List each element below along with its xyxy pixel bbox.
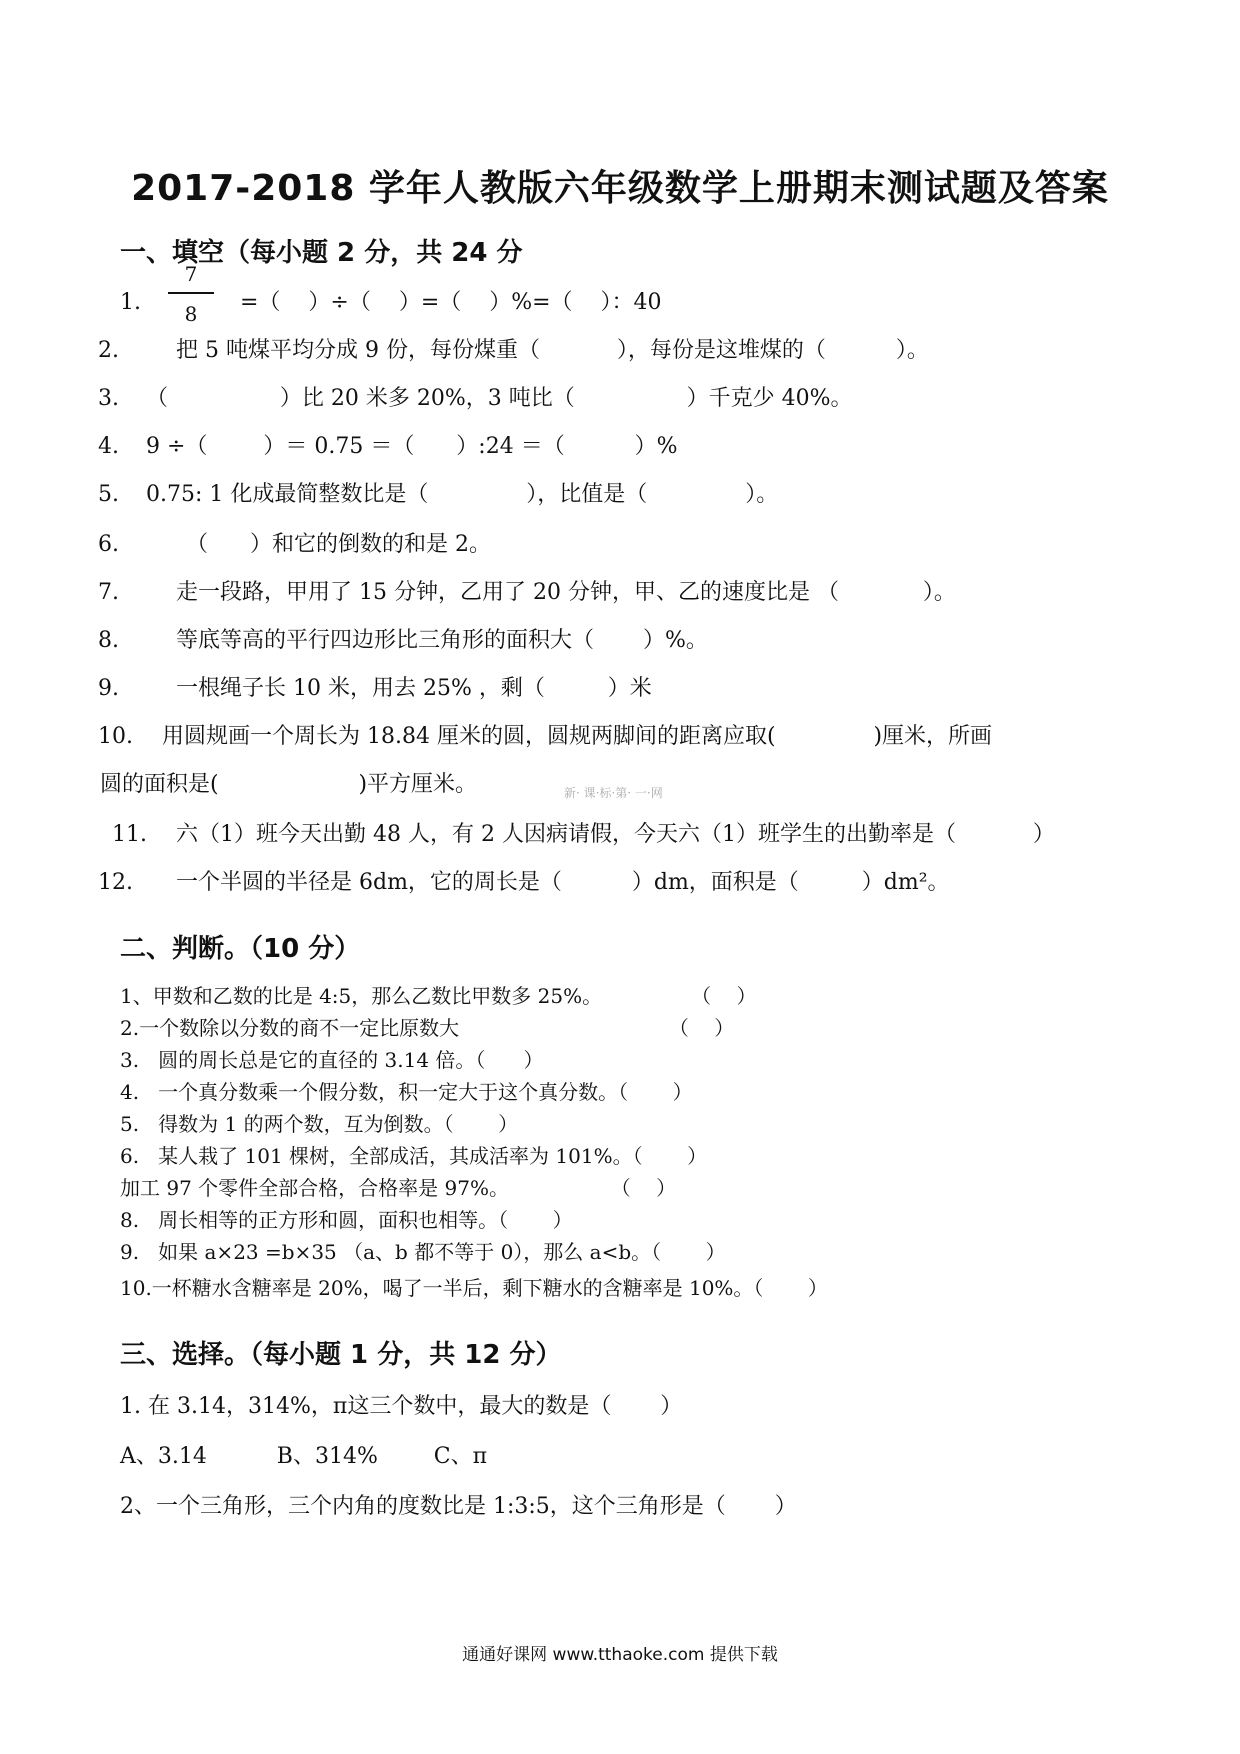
q8-number: 8.: [98, 628, 119, 653]
q5-text: 0.75: 1 化成最简整数比是（ ），比值是（ ）。: [146, 482, 779, 507]
choice-options-1: A、3.14 B、314% C、π: [120, 1444, 488, 1469]
section3-heading: 三、选择。（每小题 1 分，共 12 分）: [120, 1340, 562, 1370]
q4-number: 4.: [98, 434, 119, 459]
q3-text: （ ）比 20 米多 20%，3 吨比（ ）千克少 40%。: [146, 386, 853, 411]
q1-number: 1.: [120, 290, 141, 315]
judge-item-2: 2.一个数除以分数的商不一定比原数大 （ ）: [120, 1016, 735, 1040]
section1-heading: 一、填空（每小题 2 分，共 24 分: [120, 238, 523, 268]
fraction-bar: [168, 292, 214, 294]
q6-text: （ ）和它的倒数的和是 2。: [186, 532, 491, 557]
q5-number: 5.: [98, 482, 119, 507]
q1-fraction: [168, 262, 214, 328]
judge-item-1: 1、甲数和乙数的比是 4:5，那么乙数比甲数多 25%。 （ ）: [120, 984, 757, 1008]
q10-text-continued: 圆的面积是( )平方厘米。: [100, 772, 478, 797]
judge-item-7: 加工 97 个零件全部合格，合格率是 97%。 （ ）: [120, 1176, 677, 1200]
q8-text: 等底等高的平行四边形比三角形的面积大（ ）%。: [176, 628, 708, 653]
judge-item-4: 4. 一个真分数乘一个假分数，积一定大于这个真分数。（ ）: [120, 1080, 693, 1104]
section2-heading: 二、判断。（10 分）: [120, 934, 361, 964]
judge-item-6: 6. 某人栽了 101 棵树，全部成活，其成活率为 101%。（ ）: [120, 1144, 708, 1168]
q12-number: 12.: [98, 870, 133, 895]
judge-item-3: 3. 圆的周长总是它的直径的 3.14 倍。（ ）: [120, 1048, 544, 1072]
judge-item-5: 5. 得数为 1 的两个数，互为倒数。（ ）: [120, 1112, 519, 1136]
fraction-denominator: 8: [184, 302, 198, 326]
q2-text: 把 5 吨煤平均分成 9 份，每份煤重（ ），每份是这堆煤的（ ）。: [176, 338, 929, 363]
choice-question-2: 2、一个三角形，三个内角的度数比是 1:3:5，这个三角形是（ ）: [120, 1494, 797, 1519]
judge-item-10: 10.一杯糖水含糖率是 20%，喝了一半后，剩下糖水的含糖率是 10%。（ ）: [120, 1276, 828, 1300]
q6-number: 6.: [98, 532, 119, 557]
q11-text: 六（1）班今天出勤 48 人，有 2 人因病请假，今天六（1）班学生的出勤率是（ ）: [176, 822, 1055, 847]
q9-number: 9.: [98, 676, 119, 701]
q7-text: 走一段路，甲用了 15 分钟，乙用了 20 分钟，甲、乙的速度比是 （ ）。: [176, 580, 956, 605]
q7-number: 7.: [98, 580, 119, 605]
fraction-numerator: 7: [184, 262, 198, 286]
q12-text: 一个半圆的半径是 6dm，它的周长是（ ）dm，面积是（ ）dm²。: [176, 870, 950, 895]
judge-item-8: 8. 周长相等的正方形和圆，面积也相等。（ ）: [120, 1208, 573, 1232]
q4-text: 9 ÷（ ）＝ 0.75 ＝（ ）:24 ＝（ ）%: [146, 434, 678, 459]
footer-text: 通通好课网 www.tthaoke.com 提供下载: [462, 1645, 778, 1665]
q10-number: 10.: [98, 724, 133, 749]
q11-number: 11.: [112, 822, 147, 847]
q1-text: =（ ）÷（ ）=（ ）%=（ ）：40: [240, 290, 662, 315]
watermark-text: 新· 课·标·第· 一·网: [564, 786, 663, 800]
judge-item-9: 9. 如果 a×23 =b×35 （a、b 都不等于 0），那么 a<b。（ ）: [120, 1240, 726, 1264]
q9-text: 一根绳子长 10 米，用去 25% ，剩（ ）米: [176, 676, 652, 701]
q2-number: 2.: [98, 338, 119, 363]
q10-text: 用圆规画一个周长为 18.84 厘米的圆，圆规两脚间的距离应取( )厘米，所画: [162, 724, 993, 749]
choice-question-1: 1. 在 3.14，314%，π这三个数中，最大的数是（ ）: [120, 1394, 683, 1419]
page-title: 2017-2018 学年人教版六年级数学上册期末测试题及答案: [131, 168, 1109, 209]
q3-number: 3.: [98, 386, 119, 411]
